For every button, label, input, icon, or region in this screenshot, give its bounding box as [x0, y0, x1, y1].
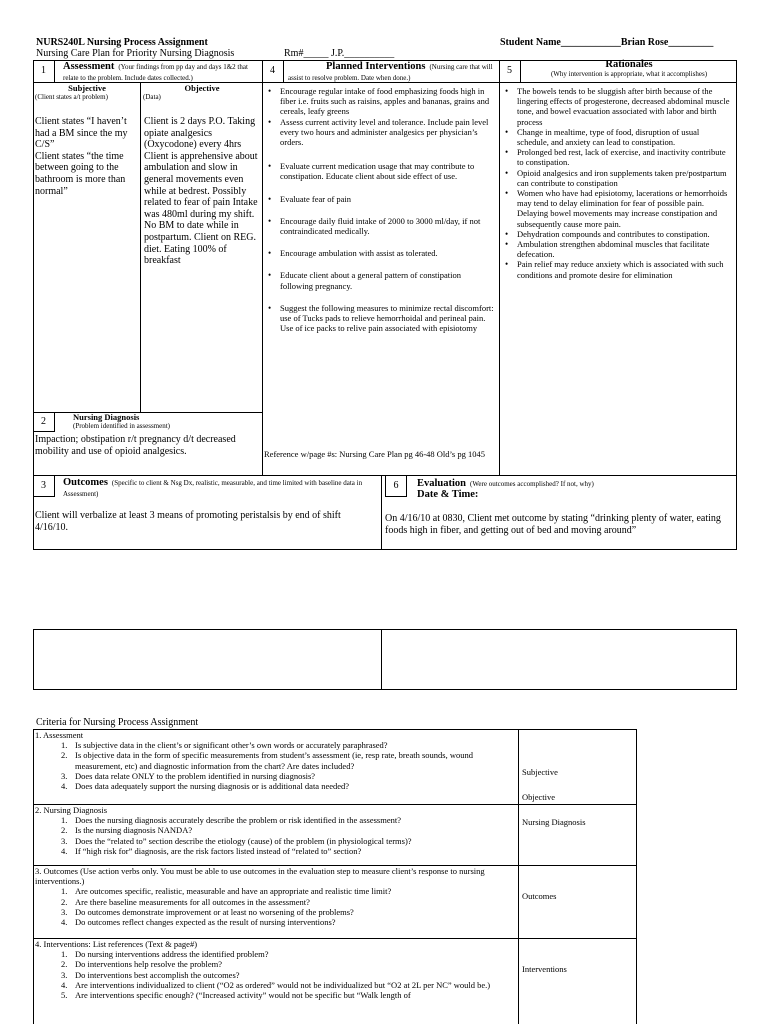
diagnosis-note: (Problem identified in assessment)	[73, 422, 171, 431]
section-number: 5	[499, 60, 521, 82]
criteria-item: Are outcomes specific, realistic, measurable and have an appropriate and realistic time limit?	[75, 886, 392, 897]
section-number: 6	[385, 475, 407, 497]
criteria-item: Does data relate ONLY to the problem identified in nursing diagnosis?	[75, 770, 316, 781]
list-item: • Encourage ambulation with assist as tolerated.	[266, 248, 496, 258]
section-number: 4	[262, 60, 284, 82]
list-item: • Prolonged bed rest, lack of exercise, and inactivity contribute to constipation.	[503, 147, 733, 167]
outcomes-title: Outcomes	[63, 477, 108, 488]
criteria-label-subjective: Subjective	[522, 767, 558, 777]
criteria-item: Are interventions individualized to client (“O2 as ordered” would not be individualized but “O2 at 2L per NC” would be.)	[75, 979, 491, 990]
criteria-item: Do outcomes reflect changes expected as the result of nursing interventions?	[75, 917, 336, 928]
criteria-item: Does data adequately support the nursing diagnosis or is additional data needed?	[75, 781, 350, 792]
subjective-title: Subjective	[68, 83, 106, 93]
list-item: • Educate client about a general pattern of constipation following pregnancy.	[266, 270, 496, 290]
criteria-heading: 3. Outcomes (Use action verbs only. You must be able to use outcomes in the evaluation step to measure client’s response to nursing interventions.)	[35, 866, 485, 887]
evaluation-header	[381, 475, 737, 499]
list-item: • Encourage regular intake of food emphasizing foods high in fiber i.e. fruits such as raisins, apples and bananas, grains and cereals, leafy greens	[266, 86, 496, 117]
divider	[140, 82, 141, 412]
section-number: 1	[33, 60, 55, 82]
criteria-item: Are there baseline measurements for all outcomes in the assessment?	[75, 896, 310, 907]
divider	[518, 729, 519, 1024]
outcomes-text: Client will verbalize at least 3 means of promoting peristalsis by end of shift 4/16/10.	[35, 510, 341, 533]
criteria-section-assessment: 1. Assessment 1. Is subjective data in the client’s or significant other’s own words or accurately paraphrased? 2. Is objective data in the form of specific measurements from student’s assessment (ie, resp rate, breath sounds, wound measurement, etc) and diagnostic information from the chart? Are dates included? 3. Does data relate ONLY to the problem identified in nursing diagnosis? 4. Does data adequately support the nursing diagnosis or is additional data needed?	[35, 730, 515, 791]
criteria-item: Is objective data in the form of specific measurements from student’s assessment (ie, resp rate, breath sounds, wound measurement, etc) and diagnostic information from the chart? Are dates included?	[75, 750, 473, 771]
interventions-header	[262, 60, 499, 82]
criteria-heading: 4. Interventions: List references (Text & page#)	[35, 939, 198, 949]
section-number: 2	[33, 412, 55, 432]
student-name: Student Name____________Brian Rose_________	[500, 37, 714, 48]
evaluation-datetime-label: Date & Time:	[417, 489, 479, 500]
assessment-note: (Your findings from pp day and days 1&2 that relate to the problem. Include dates collected.)	[63, 63, 248, 82]
list-item: • The bowels tends to be sluggish after birth because of the lingering effects of progesterone, decreased abdominal muscle tone, and bowel evacuation associated with labor and birth process	[503, 86, 733, 127]
objective-header	[143, 83, 261, 101]
criteria-title: Criteria for Nursing Process Assignment	[36, 717, 199, 728]
criteria-label-interventions: Interventions	[522, 964, 567, 974]
interventions-reference: Reference w/page #s: Nursing Care Plan pg 46-48 Old’s pg 1045	[264, 449, 485, 459]
rationales-note: (Why intervention is appropriate, what it accomplishes)	[550, 70, 708, 78]
interventions-note: (Nursing care that will assist to resolve problem. Date when done.)	[288, 63, 493, 82]
assessment-header	[33, 60, 262, 82]
diagnosis-header	[33, 412, 262, 432]
objective-title: Objective	[184, 83, 220, 93]
objective-note: (Data)	[143, 93, 161, 102]
criteria-item: Do interventions help resolve the problem?	[75, 959, 223, 970]
subjective-statement-2: Client states “the time between going to the bathroom is more than normal”	[35, 150, 126, 197]
rationales-list	[503, 86, 733, 280]
criteria-item: Does the “related to” section describe the etiology (cause) of the problem (in physiological terms)?	[75, 835, 412, 846]
evaluation-text: On 4/16/10 at 0830, Client met outcome by stating “drinking plenty of water, eating foods high in fiber, and getting out of bed and moving around”	[385, 513, 721, 536]
divider	[262, 60, 263, 475]
interventions-title: Planned Interventions	[326, 61, 426, 72]
list-item: • Ambulation strengthen abdominal muscles that facilitate defecation.	[503, 239, 733, 259]
criteria-label-diagnosis: Nursing Diagnosis	[522, 817, 586, 827]
subjective-text	[35, 116, 139, 197]
criteria-item: Is subjective data in the client’s or significant other’s own words or accurately paraphrased?	[75, 740, 388, 751]
list-item: • Opioid analgesics and iron supplements taken pre/postpartum can contribute to constipation	[503, 168, 733, 188]
criteria-section-outcomes: 3. Outcomes (Use action verbs only. You must be able to use outcomes in the evaluation step to measure client’s response to nursing interventions.) 1. Are outcomes specific, realistic, measurable and have an appropriate and realistic time limit? 2. Are there baseline measurements for all outcomes in the assessment? 3. Do outcomes demonstrate improvement or at least no worsening of the problems? 4. Do outcomes reflect changes expected as the result of nursing interventions?	[35, 866, 515, 927]
criteria-item: Are interventions specific enough? (“Increased activity” would not be specific but “Walk length of	[75, 990, 411, 1001]
list-item: • Assess current activity level and tolerance. Include pain level every two hours and administer analgesics per physician’s orders.	[266, 117, 496, 148]
diagnosis-title: Nursing Diagnosis	[73, 412, 140, 422]
care-plan-subtitle: Nursing Care Plan for Priority Nursing Diagnosis	[36, 48, 235, 59]
list-item: • Women who have had episiotomy, lacerations or hemorrhoids may tend to delay elimination for fear of possible pain. Delaying bowel movements may increase constipation and subsequently cause more pain.	[503, 188, 733, 229]
section-number: 3	[33, 475, 55, 497]
diagnosis-text: Impaction; obstipation r/t pregnancy d/t decreased mobility and use of opioid analgesics.	[35, 434, 236, 457]
rationales-header	[499, 60, 737, 82]
list-item: • Evaluate fear of pain	[266, 194, 496, 204]
room-field: Rm#_____ J.P.__________	[284, 48, 395, 59]
criteria-item: Is the nursing diagnosis NANDA?	[75, 825, 193, 836]
list-item: • Suggest the following measures to minimize rectal discomfort: use of Tucks pads to relieve hemorrhoidal and perineal pain. Use of ice packs to relive pain associated with episiotomy	[266, 303, 496, 334]
list-item: • Encourage daily fluid intake of 2000 to 3000 ml/day, if not contraindicated medically.	[266, 216, 496, 236]
criteria-item: Do nursing interventions address the identified problem?	[75, 949, 269, 960]
criteria-label-outcomes: Outcomes	[522, 891, 557, 901]
subjective-header	[35, 83, 139, 101]
rationales-title: Rationales	[605, 59, 653, 70]
course-title: NURS240L Nursing Process Assignment	[36, 37, 208, 48]
objective-text: Client is 2 days P.O. Taking opiate analgesics (Oxycodone) every 4hrs Client is apprehensive about ambulation and slow in general movements even while at bedrest. Possibly related to fear of pain Intake was 480ml during my shift. No BM to date while in postpartum. Client on REG. diet. Eating 100% of breakfast	[144, 116, 258, 267]
list-item: • Change in mealtime, type of food, disruption of usual schedule, and anxiety can lead to constipation.	[503, 127, 733, 147]
criteria-item: Does the nursing diagnosis accurately describe the problem or risk identified in the assessment?	[75, 815, 401, 826]
criteria-section-interventions: 4. Interventions: List references (Text & page#) 1. Do nursing interventions address the identified problem? 2. Do interventions help resolve the problem? 3. Do interventions best accomplish the outcomes? 4. Are interventions individualized to client (“O2 as ordered” would not be individualized but “O2 at 2L per NC” would be.) 5. Are interventions specific enough? (“Increased activity” would not be specific but “Walk length of	[35, 939, 515, 1000]
criteria-label-objective: Objective	[522, 792, 556, 802]
divider	[499, 60, 500, 475]
evaluation-note: (Were outcomes accomplished? If not, why)	[470, 480, 594, 488]
criteria-item: Do interventions best accomplish the outcomes?	[75, 969, 240, 980]
blank-box	[33, 629, 737, 690]
criteria-item: If “high risk for” diagnosis, are the risk factors listed instead of “related to” section?	[75, 845, 362, 856]
outcomes-header	[33, 475, 381, 499]
outcomes-note: (Specific to client & Nsg Dx, realistic, measurable, and time limited with baseline data in Assessment)	[63, 479, 363, 498]
list-item: • Dehydration compounds and contributes to constipation.	[503, 229, 733, 239]
interventions-list	[266, 86, 496, 333]
criteria-section-diagnosis: 2. Nursing Diagnosis 1. Does the nursing diagnosis accurately describe the problem or risk identified in the assessment? 2. Is the nursing diagnosis NANDA? 3. Does the “related to” section describe the etiology (cause) of the problem (in physiological terms)? 4. If “high risk for” diagnosis, are the risk factors listed instead of “related to” section?	[35, 805, 515, 856]
assessment-title: Assessment	[63, 61, 115, 72]
criteria-heading: 1. Assessment	[35, 730, 84, 740]
divider	[381, 629, 382, 690]
list-item: • Pain relief may reduce anxiety which is associated with such conditions and promote desire for elimination	[503, 259, 733, 279]
criteria-item: Do outcomes demonstrate improvement or at least no worsening of the problems?	[75, 906, 354, 917]
criteria-heading: 2. Nursing Diagnosis	[35, 805, 108, 815]
subjective-note: (Client states a/t problem)	[35, 93, 108, 102]
subjective-statement-1: Client states “I haven’t had a BM since the my C/S”	[35, 116, 128, 151]
evaluation-title: Evaluation	[417, 478, 467, 489]
list-item: • Evaluate current medication usage that may contribute to constipation. Educate client about side effect of use.	[266, 161, 496, 181]
